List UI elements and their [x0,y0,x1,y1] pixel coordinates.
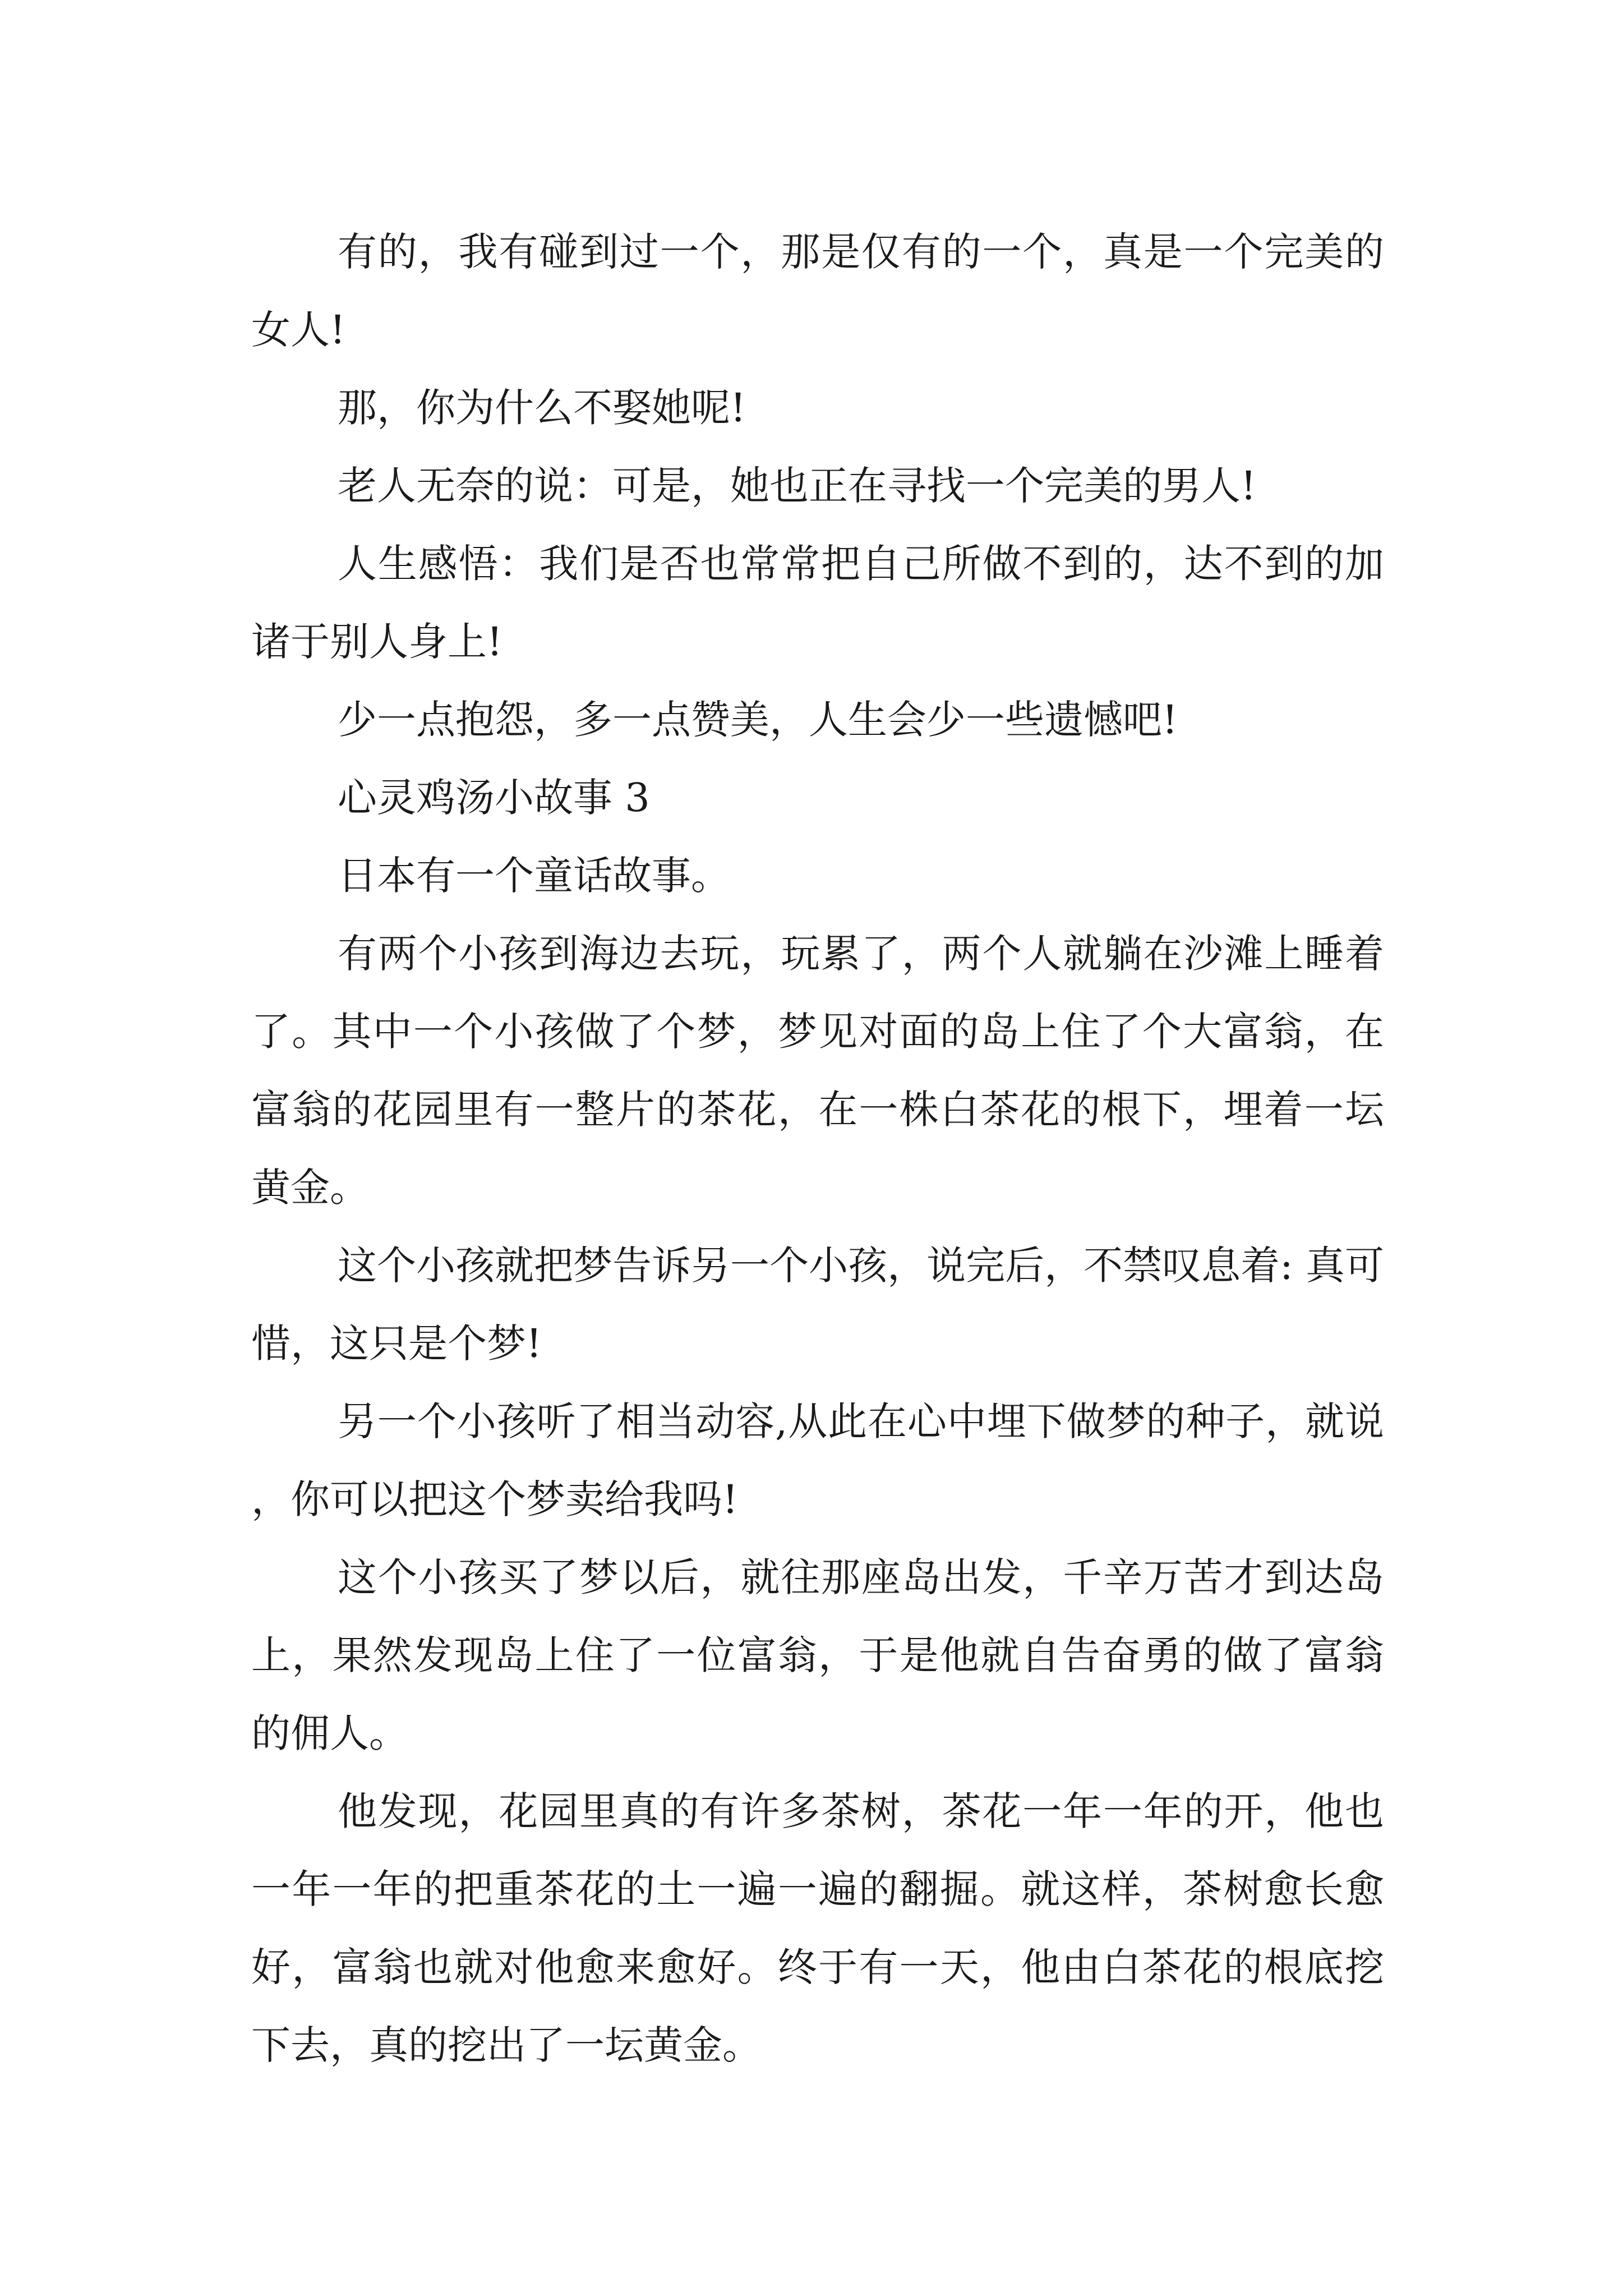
paragraph: 少一点抱怨，多一点赞美，人生会少一些遗憾吧! [338,697,1178,743]
paragraph: 他发现，花园里真的有许多茶树，茶花一年一年的开，他也一年一年的把重茶花的土一遍一遍的翻掘。就这样，茶树愈长愈好，富翁也就对他愈来愈好。终于有一天，他由白茶花的根底挖下去，真的挖出了一坛黄金。 [251,1788,1384,2068]
paragraph: 那，你为什么不娶她呢! [338,385,746,431]
paragraph: 日本有一个童话故事。 [338,853,730,899]
paragraph: 另一个小孩听了相当动容,从此在心中埋下做梦的种子，就说，你可以把这个梦卖给我吗! [251,1398,1384,1522]
paragraph: 有两个小孩到海边去玩，玩累了，两个人就躺在沙滩上睡着了。其中一个小孩做了个梦，梦见对面的岛上住了个大富翁，在富翁的花园里有一整片的茶花，在一株白茶花的根下，埋着一坛黄金。 [251,931,1384,1211]
paragraph: 人生感悟：我们是否也常常把自己所做不到的，达不到的加诸于别人身上! [251,541,1384,665]
section-heading: 心灵鸡汤小故事 3 [338,775,650,821]
paragraph: 这个小孩就把梦告诉另一个小孩，说完后，不禁叹息着: 真可惜，这只是个梦! [251,1243,1384,1366]
paragraph: 有的，我有碰到过一个，那是仅有的一个，真是一个完美的女人! [251,229,1384,353]
document-body [251,213,1384,2085]
paragraph: 老人无奈的说：可是，她也正在寻找一个完美的男人! [338,463,1257,509]
paragraph: 这个小孩买了梦以后，就往那座岛出发，千辛万苦才到达岛上，果然发现岛上住了一位富翁，于是他就自告奋勇的做了富翁的佣人。 [251,1554,1384,1756]
